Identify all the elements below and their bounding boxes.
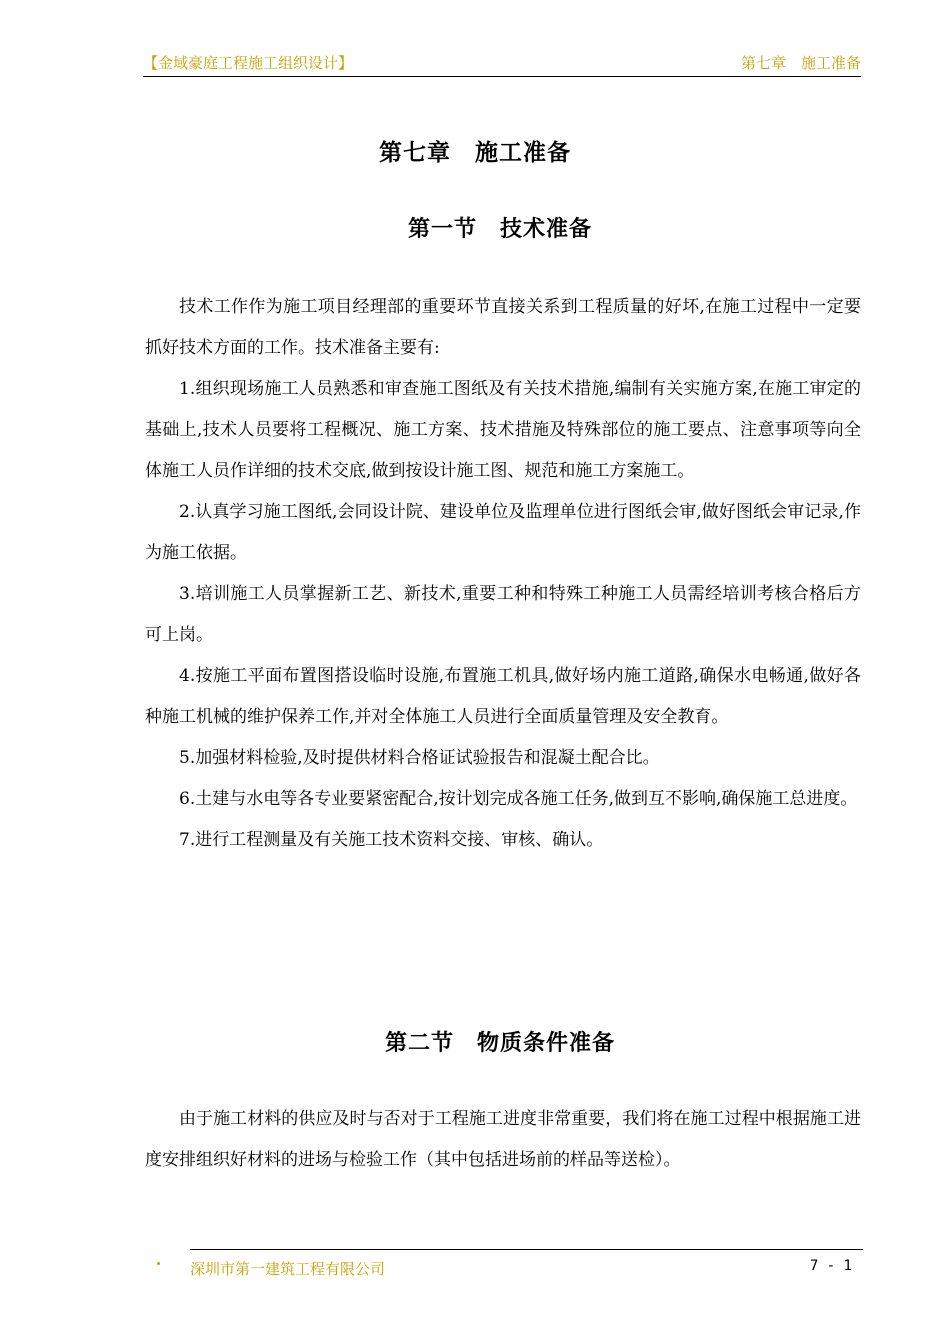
list-item: 2.认真学习施工图纸,会同设计院、建设单位及监理单位进行图纸会审,做好图纸会审记录,作为施工依据。 — [145, 502, 861, 563]
list-item: 1.组织现场施工人员熟悉和审查施工图纸及有关技术措施,编制有关实施方案,在施工审定的基础上,技术人员要将工程概况、施工方案、技术措施及特殊部位的施工要点、注意事项等向全体施工人员作详细的技术交底,做到按设计施工图、规范和施工方案施工。 — [145, 379, 861, 481]
section-title-technical: 第一节 技术准备 — [407, 217, 592, 242]
section-body-technical — [145, 287, 861, 861]
list-item: 4.按施工平面布置图搭设临时设施,布置施工机具,做好场内施工道路,确保水电畅通,做好各种施工机械的维护保养工作,并对全体施工人员进行全面质量管理及安全教育。 — [145, 666, 861, 727]
footer-divider — [190, 1249, 863, 1250]
list-item: 3.培训施工人员掌握新工艺、新技术,重要工种和特殊工种施工人员需经培训考核合格后方可上岗。 — [145, 584, 861, 645]
header-document-title: 【金域豪庭工程施工组织设计】 — [143, 54, 354, 72]
paragraph: 由于施工材料的供应及时与否对于工程施工进度非常重要，我们将在施工过程中根据施工进度安排组织好材料的进场与检验工作（其中包括进场前的样品等送检）。 — [145, 1109, 861, 1170]
chapter-title: 第七章 施工准备 — [379, 140, 571, 166]
footer-company: 深圳市第一建筑工程有限公司 — [190, 1260, 386, 1278]
paragraph: 技术工作作为施工项目经理部的重要环节直接关系到工程质量的好坏,在施工过程中一定要抓好技术方面的工作。技术准备主要有: — [145, 297, 861, 358]
footer-bullet-icon — [157, 1262, 160, 1265]
section-body-materials — [145, 1099, 861, 1181]
list-item: 7.进行工程测量及有关施工技术资料交接、审核、确认。 — [179, 830, 604, 850]
section-title-materials: 第二节 物质条件准备 — [384, 1031, 615, 1056]
page-header — [143, 52, 861, 77]
page-number: 7 - 1 — [809, 1258, 852, 1274]
list-item: 6.土建与水电等各专业要紧密配合,按计划完成各施工任务,做到互不影响,确保施工总进度。 — [179, 789, 858, 809]
list-item: 5.加强材料检验,及时提供材料合格证试验报告和混凝土配合比。 — [179, 748, 660, 768]
header-chapter: 第七章 施工准备 — [740, 54, 861, 72]
